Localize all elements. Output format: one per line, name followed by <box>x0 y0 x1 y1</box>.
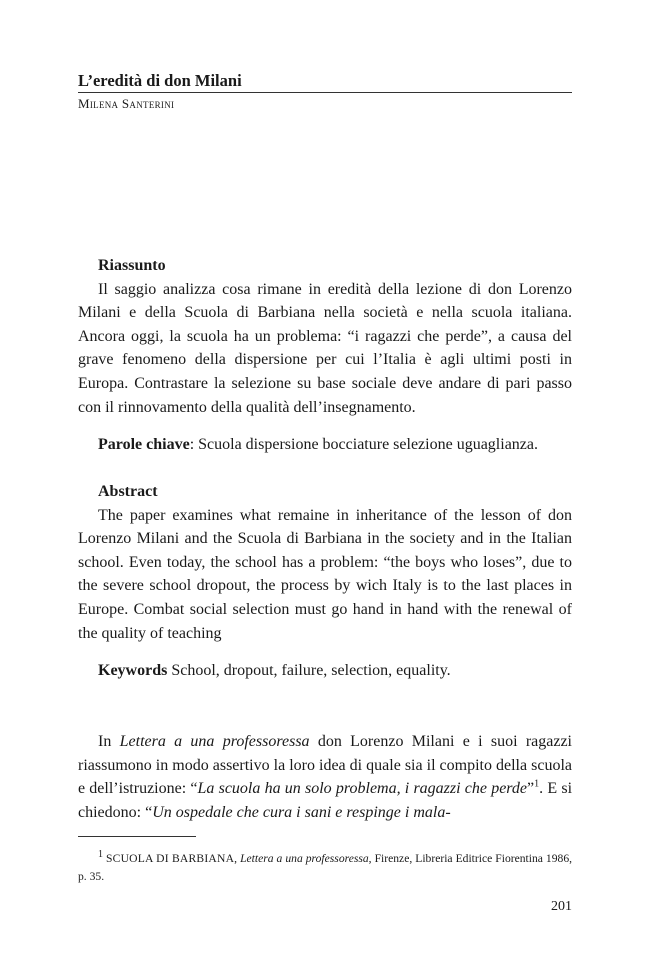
page-number: 201 <box>551 899 572 914</box>
footnote-title: Lettera a una professoressa <box>240 852 369 865</box>
header-rule <box>78 92 572 93</box>
riassunto-text: Il saggio analizza cosa rimane in eredità della lezione di don Lorenzo Milani e della Scuola di Barbiana nella società e nella scuola italiana. Ancora oggi, la scuola ha un problema: “i ragazzi che perde”, a causa del grave fenomeno della dispersione per cui l’Italia è agli ultimi posti in Europa. Contrastare la selezione su base sociale deve andare di pari passo con il rinnovamento della qualità dell’insegnamento. <box>78 280 572 416</box>
footnote <box>78 850 572 885</box>
keywords-section <box>78 659 572 683</box>
footnote-text: , Firenze, Libreria Editrice Fiorentina 1986, p. 35. <box>78 852 573 883</box>
chapter-title: L’eredità di don Milani <box>78 71 242 90</box>
keywords-text: School, dropout, failure, selection, equality. <box>167 662 451 679</box>
riassunto-heading: Riassunto <box>98 257 166 274</box>
body-text: ” <box>527 780 535 798</box>
footnote-ref: 1 <box>534 778 540 790</box>
footnote-author: SCUOLA DI BARBIANA <box>106 852 235 865</box>
body-italic-quote: Un ospedale che cura i sani e respinge i mala- <box>152 803 451 821</box>
chapter-author: Milena Santerini <box>78 96 175 111</box>
parole-chiave-line <box>78 433 572 457</box>
body-text: . E si chiedono: “ <box>78 780 573 821</box>
parole-chiave-section <box>78 433 572 457</box>
keywords-label: Keywords <box>98 662 168 679</box>
abstract-heading: Abstract <box>98 483 158 500</box>
body-section <box>78 730 572 824</box>
body-text: In <box>98 733 120 750</box>
abstract-section <box>78 480 572 645</box>
abstract-text: The paper examines what remaine in inheritance of the lesson of don Lorenzo Milani and the Scuola di Barbiana in the society and in the Italian school. Even today, the school has a problem: “the boys who loses”, due to the severe school dropout, the process by wich Italy is to the last places in Europe. Combat social selection must go hand in hand with the renewal of the quality of teaching <box>78 506 572 642</box>
footnote-number: 1 <box>98 849 103 861</box>
riassunto-section <box>78 254 572 419</box>
body-italic-title: Lettera a una professoressa <box>119 733 310 750</box>
body-paragraph <box>78 730 572 824</box>
body-italic-quote: La scuola ha un solo problema, i ragazzi che perde <box>197 780 528 798</box>
parole-chiave-label: Parole chiave <box>98 436 190 453</box>
parole-chiave-text: : Scuola dispersione bocciature selezione uguaglianza. <box>189 436 538 453</box>
body-text: don Lorenzo Milani e i suoi ragazzi riassumono in modo assertivo la loro idea di quale sia il compito della scuola e dell’istruzione: “ <box>78 733 572 798</box>
footnote-text: , <box>234 852 241 865</box>
keywords-line <box>78 659 572 683</box>
footnote-rule <box>78 836 196 837</box>
